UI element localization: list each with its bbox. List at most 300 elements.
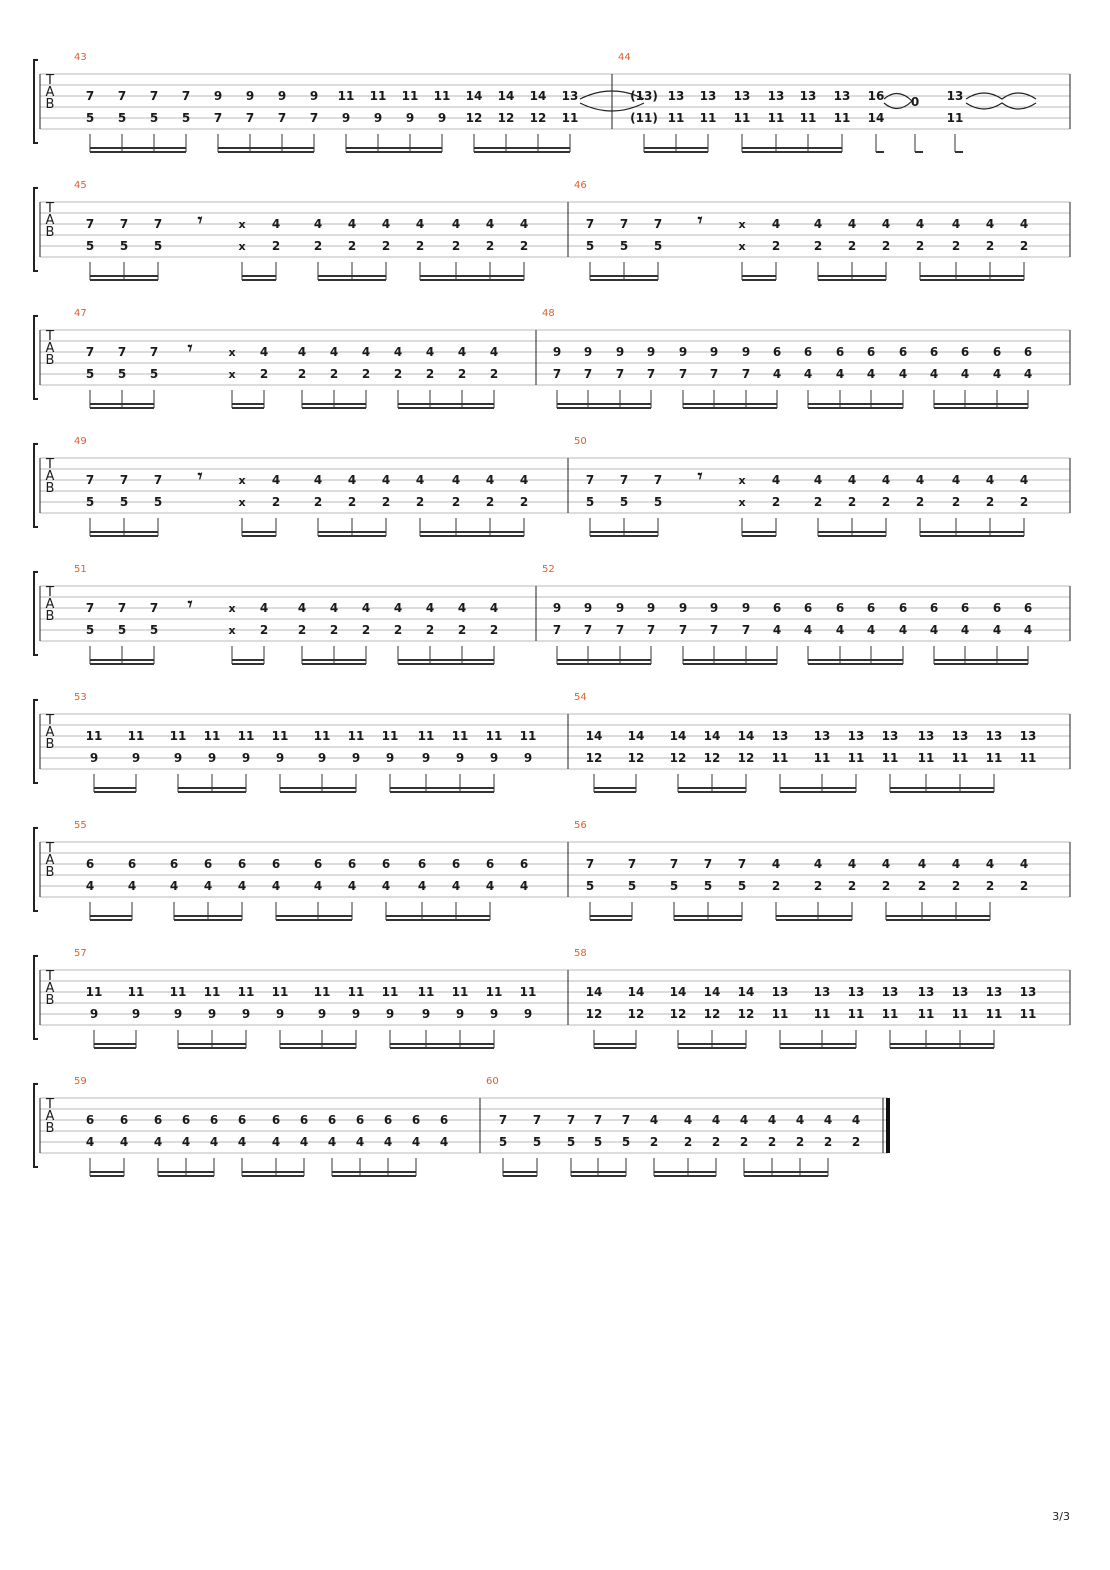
fret-number: 6 (803, 345, 813, 359)
page-number: 3/3 (1052, 1510, 1070, 1523)
fret-number: 13 (813, 729, 831, 743)
eighth-rest: 𝄾 (187, 594, 193, 615)
fret-number: 4 (327, 1135, 337, 1149)
fret-number: 6 (85, 1113, 95, 1127)
fret-number: 4 (271, 217, 281, 231)
fret-number: 7 (583, 367, 593, 381)
fret-number: 13 (951, 985, 969, 999)
fret-number: 11 (847, 751, 865, 765)
fret-number: 11 (519, 729, 537, 743)
tab-clef-letter: A (45, 1109, 55, 1124)
fret-number: 11 (813, 751, 831, 765)
measure-number: 54 (574, 692, 587, 703)
fret-number: 14 (737, 729, 755, 743)
fret-number: 6 (772, 345, 782, 359)
fret-number: 5 (669, 879, 679, 893)
fret-number: 13 (767, 89, 785, 103)
fret-number: 11 (799, 111, 817, 125)
fret-number: 13 (1019, 985, 1037, 999)
measure-number: 55 (74, 820, 87, 831)
fret-number: 4 (439, 1135, 449, 1149)
fret-number: 9 (741, 345, 751, 359)
measure (486, 1076, 888, 1176)
fret-number: 9 (583, 601, 593, 615)
measure-number: 46 (574, 180, 587, 191)
fret-number: 13 (833, 89, 851, 103)
fret-number: 4 (813, 473, 823, 487)
fret-number: 11 (451, 985, 469, 999)
fret-number: 4 (85, 879, 95, 893)
fret-number: 12 (669, 1007, 687, 1021)
measure (74, 820, 568, 920)
fret-number: 9 (341, 111, 351, 125)
fret-number: 4 (1023, 623, 1033, 637)
muted-note: x (228, 624, 236, 637)
fret-number: 4 (457, 601, 467, 615)
measure-number: 56 (574, 820, 587, 831)
fret-number: 11 (833, 111, 851, 125)
fret-number: 14 (703, 729, 721, 743)
fret-number: 6 (485, 857, 495, 871)
eighth-rest: 𝄾 (697, 466, 703, 487)
fret-number: 2 (489, 367, 499, 381)
fret-number: 14 (737, 985, 755, 999)
measure (574, 692, 1070, 792)
fret-number: 11 (813, 1007, 831, 1021)
fret-number: 2 (813, 239, 823, 253)
fret-number: 2 (813, 879, 823, 893)
fret-number: 9 (241, 751, 251, 765)
fret-number: 7 (678, 623, 688, 637)
measure (618, 52, 1070, 152)
fret-number: 9 (207, 751, 217, 765)
fret-number: 4 (917, 857, 927, 871)
fret-number: 11 (271, 729, 289, 743)
fret-number: 9 (173, 1007, 183, 1021)
tab-clef-letter: T (46, 1097, 54, 1112)
fret-number: 9 (89, 1007, 99, 1021)
fret-number: 4 (992, 623, 1002, 637)
fret-number: 0 (910, 95, 920, 109)
fret-number: 4 (489, 601, 499, 615)
fret-number: 4 (929, 367, 939, 381)
measure-number: 57 (74, 948, 87, 959)
fret-number: 2 (951, 239, 961, 253)
measure-number: 44 (618, 52, 631, 63)
fret-number: 7 (245, 111, 255, 125)
fret-number: 7 (615, 367, 625, 381)
fret-number: 2 (1019, 239, 1029, 253)
fret-number: 4 (393, 601, 403, 615)
fret-number: 6 (203, 857, 213, 871)
fret-number: 14 (585, 729, 603, 743)
tie (884, 93, 912, 101)
fret-number: (13) (630, 89, 658, 103)
system-bracket (34, 700, 38, 783)
muted-note: x (238, 218, 246, 231)
fret-number: 6 (153, 1113, 163, 1127)
fret-number: 13 (946, 89, 964, 103)
fret-number: 14 (703, 985, 721, 999)
system-bracket (34, 572, 38, 655)
fret-number: 5 (566, 1135, 576, 1149)
fret-number: 9 (277, 89, 287, 103)
tab-clef-letter: T (46, 969, 54, 984)
tab-clef-letter: A (45, 725, 55, 740)
fret-number: 5 (85, 239, 95, 253)
fret-number: 4 (847, 217, 857, 231)
tab-clef-letter: T (46, 713, 54, 728)
fret-number: 7 (653, 473, 663, 487)
fret-number: 11 (381, 729, 399, 743)
fret-number: 2 (259, 367, 269, 381)
fret-number: 5 (181, 111, 191, 125)
fret-number: 2 (489, 623, 499, 637)
fret-number: 14 (585, 985, 603, 999)
fret-number: 11 (237, 985, 255, 999)
fret-number: 11 (417, 985, 435, 999)
fret-number: 2 (425, 623, 435, 637)
fret-number: 13 (799, 89, 817, 103)
fret-number: 13 (881, 729, 899, 743)
tab-system (34, 564, 1070, 664)
fret-number: 12 (627, 751, 645, 765)
tab-system (34, 180, 1070, 280)
fret-number: 9 (552, 601, 562, 615)
fret-number: 14 (627, 985, 645, 999)
fret-number: 2 (271, 239, 281, 253)
fret-number: 9 (552, 345, 562, 359)
fret-number: 6 (519, 857, 529, 871)
fret-number: 4 (381, 879, 391, 893)
fret-number: 9 (489, 751, 499, 765)
fret-number: 2 (649, 1135, 659, 1149)
fret-number: 11 (946, 111, 964, 125)
fret-number: 4 (960, 623, 970, 637)
system-bracket (34, 60, 38, 143)
fret-number: 14 (529, 89, 547, 103)
fret-number: 7 (552, 623, 562, 637)
measure-number: 58 (574, 948, 587, 959)
fret-number: 11 (433, 89, 451, 103)
measure (74, 308, 536, 408)
fret-number: 11 (337, 89, 355, 103)
tab-system (34, 436, 1070, 536)
fret-number: 7 (615, 623, 625, 637)
fret-number: 4 (866, 623, 876, 637)
fret-number: 7 (566, 1113, 576, 1127)
fret-number: 9 (207, 1007, 217, 1021)
fret-number: 4 (519, 217, 529, 231)
fret-number: 5 (117, 111, 127, 125)
tab-clef-letter: B (45, 609, 55, 624)
fret-number: 11 (271, 985, 289, 999)
fret-number: 4 (451, 473, 461, 487)
fret-number: 9 (741, 601, 751, 615)
measure (74, 180, 568, 280)
fret-number: 2 (985, 495, 995, 509)
system-bracket (34, 188, 38, 271)
fret-number: 11 (313, 985, 331, 999)
fret-number: 5 (703, 879, 713, 893)
fret-number: 2 (393, 623, 403, 637)
fret-number: 7 (709, 623, 719, 637)
fret-number: 7 (741, 623, 751, 637)
fret-number: 11 (451, 729, 469, 743)
fret-number: 7 (703, 857, 713, 871)
fret-number: 7 (85, 345, 95, 359)
muted-note: x (238, 240, 246, 253)
fret-number: 4 (519, 473, 529, 487)
fret-number: 4 (297, 601, 307, 615)
measure (74, 692, 568, 792)
fret-number: 9 (583, 345, 593, 359)
fret-number: 7 (153, 217, 163, 231)
fret-number: 5 (117, 623, 127, 637)
fret-number: 4 (847, 857, 857, 871)
fret-number: 11 (85, 729, 103, 743)
fret-number: 4 (425, 345, 435, 359)
fret-number: 4 (271, 879, 281, 893)
fret-number: 5 (653, 239, 663, 253)
fret-number: 14 (867, 111, 885, 125)
fret-number: 11 (1019, 751, 1037, 765)
fret-number: 6 (411, 1113, 421, 1127)
fret-number: 9 (709, 601, 719, 615)
fret-number: 4 (951, 473, 961, 487)
fret-number: 2 (771, 495, 781, 509)
fret-number: 11 (313, 729, 331, 743)
fret-number: 6 (803, 601, 813, 615)
fret-number: 11 (203, 729, 221, 743)
muted-note: x (738, 496, 746, 509)
fret-number: 9 (131, 1007, 141, 1021)
fret-number: 9 (455, 751, 465, 765)
fret-number: 4 (347, 217, 357, 231)
fret-number: 6 (439, 1113, 449, 1127)
fret-number: 2 (457, 367, 467, 381)
tab-system (34, 308, 1070, 408)
fret-number: 11 (369, 89, 387, 103)
fret-number: 4 (898, 623, 908, 637)
fret-number: 4 (411, 1135, 421, 1149)
measure (574, 436, 1070, 536)
fret-number: 7 (585, 857, 595, 871)
fret-number: 14 (669, 729, 687, 743)
fret-number: 9 (275, 1007, 285, 1021)
fret-number: 4 (415, 473, 425, 487)
fret-number: 4 (451, 879, 461, 893)
fret-number: 4 (813, 857, 823, 871)
fret-number: 9 (351, 751, 361, 765)
fret-number: 6 (866, 601, 876, 615)
fret-number: 2 (847, 495, 857, 509)
fret-number: 2 (329, 623, 339, 637)
fret-number: 4 (425, 601, 435, 615)
fret-number: 4 (739, 1113, 749, 1127)
fret-number: 7 (741, 367, 751, 381)
fret-number: 9 (213, 89, 223, 103)
system-bracket (34, 444, 38, 527)
fret-number: 9 (317, 751, 327, 765)
fret-number: 4 (915, 473, 925, 487)
measure (574, 180, 1070, 280)
fret-number: 11 (127, 729, 145, 743)
fret-number: 7 (117, 89, 127, 103)
fret-number: 12 (585, 1007, 603, 1021)
fret-number: 5 (85, 495, 95, 509)
tab-clef-letter: B (45, 865, 55, 880)
fret-number: 12 (703, 751, 721, 765)
tab-clef-letter: T (46, 585, 54, 600)
fret-number: 11 (401, 89, 419, 103)
fret-number: 7 (619, 217, 629, 231)
measure-number: 52 (542, 564, 555, 575)
fret-number: 4 (259, 601, 269, 615)
fret-number: 2 (381, 495, 391, 509)
fret-number: 7 (117, 601, 127, 615)
fret-number: 6 (772, 601, 782, 615)
fret-number: 6 (327, 1113, 337, 1127)
fret-number: 2 (361, 367, 371, 381)
measure-number: 48 (542, 308, 555, 319)
tab-clef-letter: A (45, 341, 55, 356)
fret-number: 4 (813, 217, 823, 231)
fret-number: 4 (347, 473, 357, 487)
fret-number: 4 (519, 879, 529, 893)
fret-number: 13 (1019, 729, 1037, 743)
fret-number: 13 (917, 985, 935, 999)
tab-clef-letter: B (45, 1121, 55, 1136)
fret-number: 4 (383, 1135, 393, 1149)
fret-number: 14 (497, 89, 515, 103)
fret-number: 14 (465, 89, 483, 103)
fret-number: 13 (985, 729, 1003, 743)
fret-number: 16 (867, 89, 885, 103)
fret-number: 12 (627, 1007, 645, 1021)
fret-number: 13 (733, 89, 751, 103)
fret-number: 4 (299, 1135, 309, 1149)
fret-number: 7 (181, 89, 191, 103)
fret-number: 6 (960, 601, 970, 615)
fret-number: 5 (585, 495, 595, 509)
fret-number: 5 (498, 1135, 508, 1149)
fret-number: 4 (451, 217, 461, 231)
fret-number: 2 (297, 367, 307, 381)
fret-number: 11 (169, 729, 187, 743)
fret-number: 4 (485, 879, 495, 893)
fret-number: 4 (771, 857, 781, 871)
fret-number: 11 (881, 751, 899, 765)
fret-number: 4 (951, 857, 961, 871)
muted-note: x (228, 346, 236, 359)
fret-number: 4 (985, 217, 995, 231)
fret-number: 12 (529, 111, 547, 125)
fret-number: 11 (951, 751, 969, 765)
measure (74, 52, 644, 152)
fret-number: 13 (917, 729, 935, 743)
fret-number: 6 (866, 345, 876, 359)
fret-number: 11 (485, 729, 503, 743)
fret-number: 2 (393, 367, 403, 381)
fret-number: 6 (169, 857, 179, 871)
fret-number: 4 (203, 879, 213, 893)
fret-number: 4 (985, 473, 995, 487)
tab-clef-letter: B (45, 993, 55, 1008)
fret-number: 4 (915, 217, 925, 231)
fret-number: 4 (457, 345, 467, 359)
fret-number: 6 (299, 1113, 309, 1127)
fret-number: 4 (237, 1135, 247, 1149)
fret-number: 2 (951, 495, 961, 509)
fret-number: 7 (583, 623, 593, 637)
measure-number: 51 (74, 564, 87, 575)
fret-number: 4 (835, 367, 845, 381)
fret-number: 4 (683, 1113, 693, 1127)
fret-number: 2 (771, 879, 781, 893)
fret-number: 9 (89, 751, 99, 765)
eighth-rest: 𝄾 (197, 210, 203, 231)
fret-number: 7 (213, 111, 223, 125)
fret-number: 13 (951, 729, 969, 743)
fret-number: 9 (421, 1007, 431, 1021)
tab-system (34, 52, 1070, 152)
tie (966, 103, 1036, 109)
eighth-rest: 𝄾 (197, 466, 203, 487)
fret-number: 7 (119, 473, 129, 487)
measure-number: 45 (74, 180, 87, 191)
fret-number: 4 (985, 857, 995, 871)
fret-number: 4 (767, 1113, 777, 1127)
fret-number: 12 (703, 1007, 721, 1021)
fret-number: 13 (771, 985, 789, 999)
fret-number: 2 (347, 495, 357, 509)
fret-number: 2 (1019, 879, 1029, 893)
fret-number: 11 (169, 985, 187, 999)
fret-number: 6 (417, 857, 427, 871)
fret-number: 11 (561, 111, 579, 125)
fret-number: 13 (813, 985, 831, 999)
fret-number: 5 (621, 1135, 631, 1149)
fret-number: 12 (737, 751, 755, 765)
fret-number: 9 (317, 1007, 327, 1021)
fret-number: 6 (381, 857, 391, 871)
tab-clef-letter: B (45, 353, 55, 368)
measure (574, 820, 1070, 920)
fret-number: 4 (951, 217, 961, 231)
fret-number: 2 (915, 239, 925, 253)
fret-number: 4 (329, 601, 339, 615)
measure (574, 948, 1070, 1048)
fret-number: 4 (237, 879, 247, 893)
fret-number: 9 (437, 111, 447, 125)
fret-number: 7 (619, 473, 629, 487)
fret-number: 5 (585, 879, 595, 893)
fret-number: 2 (823, 1135, 833, 1149)
fret-number: 7 (737, 857, 747, 871)
system-bracket (34, 956, 38, 1039)
tab-clef-letter: T (46, 201, 54, 216)
fret-number: 9 (421, 751, 431, 765)
fret-number: 9 (678, 601, 688, 615)
fret-number: 5 (153, 239, 163, 253)
fret-number: 6 (347, 857, 357, 871)
fret-number: 9 (523, 1007, 533, 1021)
fret-number: 2 (771, 239, 781, 253)
fret-number: 4 (381, 473, 391, 487)
fret-number: 7 (277, 111, 287, 125)
fret-number: 2 (519, 239, 529, 253)
